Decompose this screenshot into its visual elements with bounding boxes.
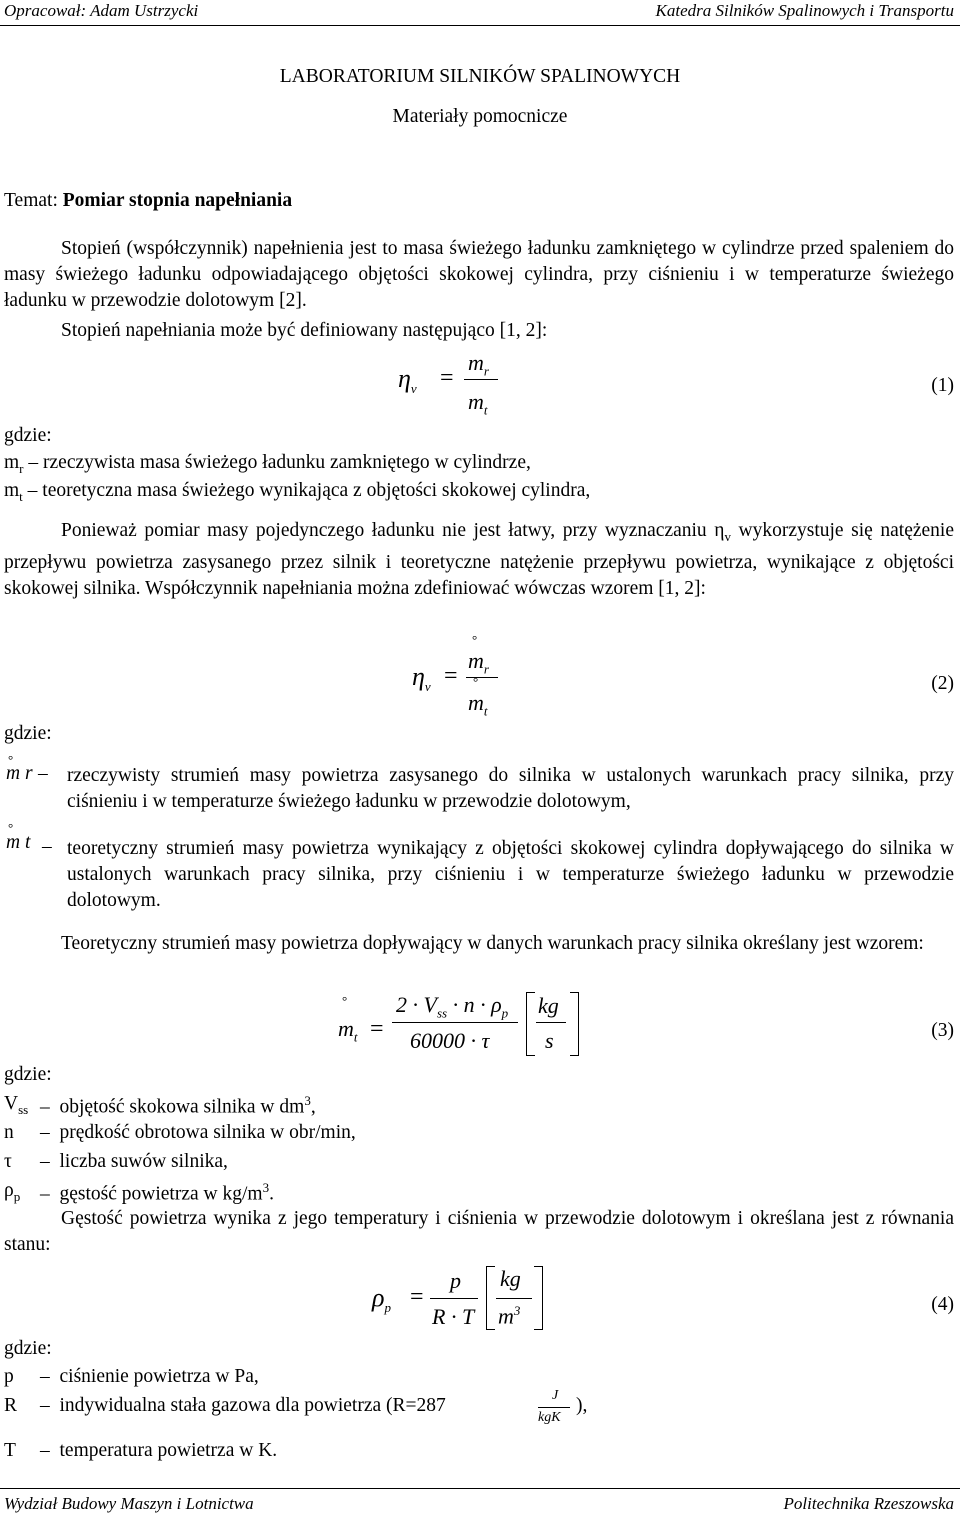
eq2-numerator: $m_r$	[468, 648, 489, 677]
eq3-numerator: $2 \cdot V_{ss} \cdot n \cdot \rho_p$	[396, 992, 509, 1021]
eq3-denominator: 60000 · τ	[410, 1028, 490, 1053]
eq4-unit-den: $m^3$	[498, 1303, 521, 1329]
topic-value: Pomiar stopnia napełniania	[62, 190, 293, 211]
eq4-lhs: $\rho_p$	[372, 1283, 391, 1316]
where-label-4: gdzie:	[4, 1338, 52, 1359]
eq1-equals: =	[440, 365, 454, 391]
page-subtitle: Materiały pomocnicze	[392, 106, 568, 127]
where-label-1: gdzie:	[4, 425, 52, 446]
eq2-number: (2)	[931, 673, 954, 694]
eq3-lhs: $m_t$	[338, 1016, 358, 1045]
paragraph-density: Gęstość powietrza wynika z jego temperatury i ciśnienia w przewodzie dolotowym i określana jest z równania stanu:	[4, 1208, 954, 1255]
topic-line	[4, 190, 292, 212]
definition-vss: $V_{ss}$	[4, 1093, 29, 1117]
header-rule	[0, 25, 960, 26]
eq4-number: (4)	[931, 1294, 954, 1315]
definition-t: T	[4, 1440, 16, 1461]
definition-mr: $m_r$ – rzeczywista masa świeżego ładunku zamkniętego w cylindrze,	[4, 452, 531, 476]
eq2-denominator: $m_t$	[468, 690, 488, 719]
paragraph-definition: Stopień (współczynnik) napełnienia jest to masa świeżego ładunku zamkniętego w cylindrze przed spaleniem do masy świeżego ładunku odpowiadającego objętości skokowej cylindra, przy ciśnieniu i w temperaturze świeżego ładunku w przewodzie dolotowym [2].	[4, 238, 954, 311]
eq4-unit-num: kg	[500, 1266, 521, 1291]
eq4-fraction-bar	[430, 1298, 478, 1299]
footer-rule	[0, 1488, 960, 1489]
eq1-fraction-bar	[464, 379, 498, 380]
eq2-lhs: $\eta_v$	[412, 662, 431, 695]
topic-label: Temat:	[4, 190, 63, 211]
eq1-numerator: $m_r$	[468, 350, 489, 379]
where-label-2: gdzie:	[4, 723, 52, 744]
r-unit-num: J	[552, 1388, 559, 1403]
eq2-equals: =	[444, 663, 458, 689]
eq4-numerator: p	[450, 1268, 461, 1293]
eq1-denominator: $m_t$	[468, 389, 488, 418]
header-author: Opracował: Adam Ustrzycki	[4, 1, 199, 20]
eq4-denominator: R · T	[432, 1304, 475, 1329]
footer-faculty: Wydział Budowy Maszyn i Lotnictwa	[4, 1494, 254, 1513]
header-department: Katedra Silników Spalinowych i Transportu	[655, 1, 954, 20]
eq3-unit-num: kg	[538, 993, 559, 1018]
paragraph-flow-method: Ponieważ pomiar masy pojedynczego ładunku nie jest łatwy, przy wyznaczaniu $\eta_v$ wykorzystuje się natężenie przepływu powietrza zasysanego przez silnik i teoretyczne natężenie przepływu powietrza, wynikające z objętości skokowej silnika. Współczynnik napełniania można zdefiniować wówczas wzorem [1, 2]:	[4, 520, 954, 599]
definition-p: p	[4, 1366, 14, 1387]
eq2-fraction-bar	[466, 677, 498, 678]
r-unit-den: kgK	[538, 1410, 561, 1425]
eq1-lhs: $\eta_v$	[398, 364, 417, 397]
page-title: LABORATORIUM SILNIKÓW SPALINOWYCH	[279, 66, 681, 87]
footer-university: Politechnika Rzeszowska	[783, 1494, 954, 1513]
paragraph-theoretical-flow: Teoretyczny strumień masy powietrza dopływający w danych warunkach pracy silnika określany jest wzorem:	[61, 933, 924, 954]
definition-n: n	[4, 1122, 14, 1143]
definition-rho: $\rho_p$	[4, 1180, 21, 1204]
where-label-3: gdzie:	[4, 1064, 52, 1085]
eq1-number: (1)	[931, 375, 954, 396]
eq3-fraction-bar	[392, 1022, 518, 1023]
definition-tau: τ	[4, 1151, 12, 1172]
definition-r: R	[4, 1395, 18, 1416]
definition-mt: $m_t$ – teoretyczna masa świeżego wynikająca z objętości skokowej cylindra,	[4, 480, 591, 504]
eq3-number: (3)	[931, 1020, 954, 1041]
paragraph-intro-eq1: Stopień napełniania może być definiowany następująco [1, 2]:	[61, 320, 548, 341]
eq3-unit-den: s	[545, 1028, 554, 1053]
